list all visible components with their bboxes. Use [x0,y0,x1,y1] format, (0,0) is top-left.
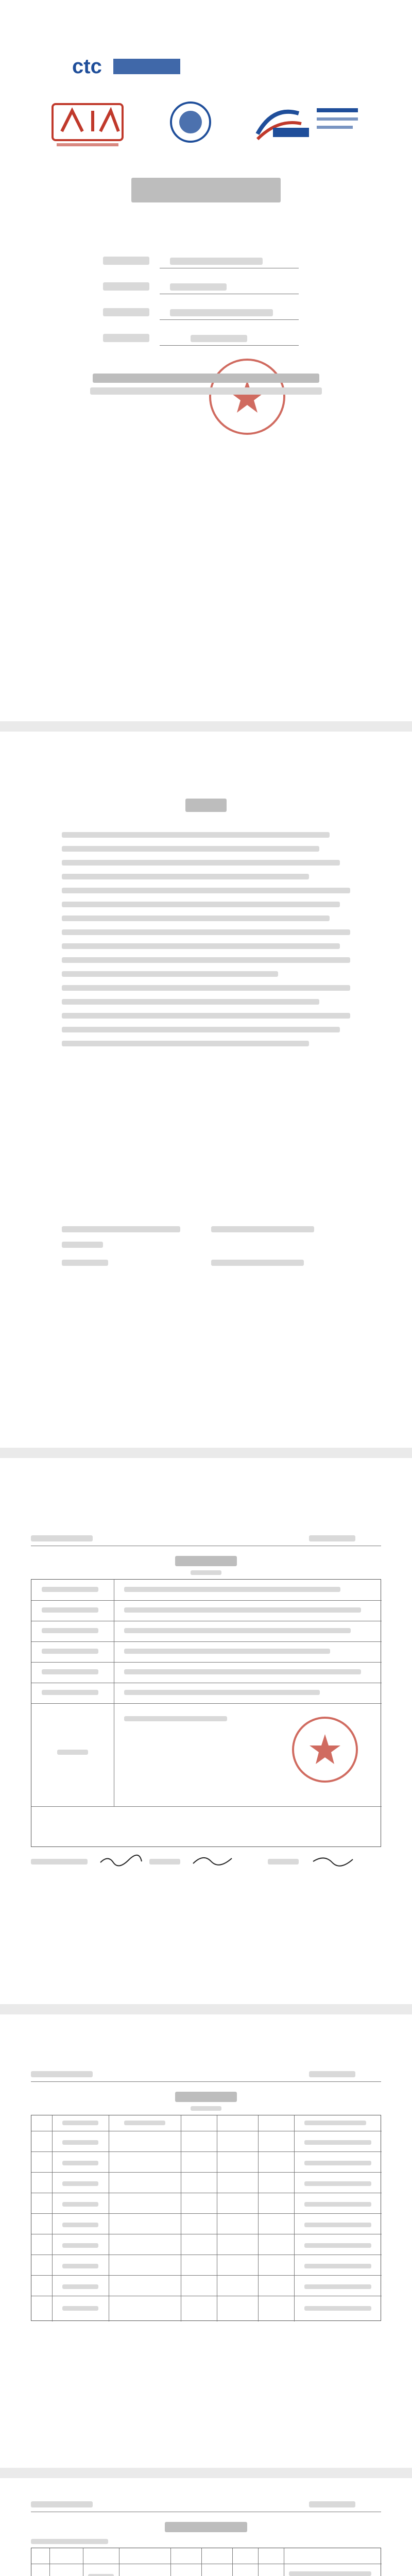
page-header-left [31,2071,93,2077]
report-title [131,178,281,202]
ctc-logo-icon [72,52,185,82]
page-separator [0,721,412,732]
page-separator [0,2468,412,2478]
iso-mark-icon [165,100,216,149]
page-header-right [309,1535,355,1541]
declaration-title [185,799,227,812]
test-results-table [31,2115,381,2321]
page-header-left [31,1535,93,1541]
red-seal-icon [289,1714,361,1788]
signature-icon [191,1852,237,1868]
page-header-right [309,2071,355,2077]
page-header-right [309,2501,355,2507]
sample-info-table [31,1579,381,1847]
appendix-table [31,2548,381,2576]
institution-name [93,374,319,383]
appendix-page [0,2478,412,2576]
result-subtitle [191,2106,221,2111]
result-title [175,1556,237,1566]
result-page-2 [0,2014,412,2468]
cma-mark-icon [52,103,124,151]
signature-icon [98,1852,144,1868]
result-page-1 [0,1458,412,2004]
result-subtitle [191,1570,221,1575]
page-header-left [31,2501,93,2507]
cover-page [0,0,412,721]
result-title [175,2092,237,2102]
appendix-title [165,2522,247,2532]
cnas-mark-icon [252,103,366,151]
svg-text:ctc: ctc [72,55,102,78]
institution-name-en [90,387,322,395]
appendix-note [31,2539,108,2544]
page-separator [0,1448,412,1458]
declaration-page [0,732,412,1448]
page-separator [0,2004,412,2014]
red-seal-icon [206,355,288,440]
signature-icon [309,1852,355,1868]
